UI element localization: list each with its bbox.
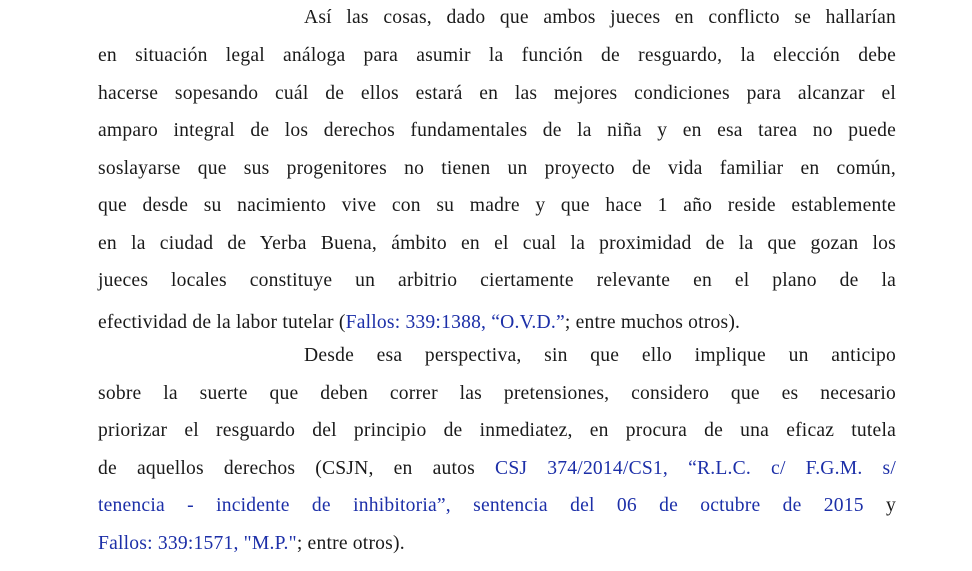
text-run: jueces locales constituye un arbitrio ciertamente relevante en el plano de la [98, 270, 896, 291]
text-run: de aquellos derechos (CSJN, en autos [98, 458, 496, 479]
paragraph-2-line-4 [98, 450, 896, 488]
text-run: en la ciudad de Yerba Buena, ámbito en el cual la proximidad de la que gozan los [98, 233, 896, 254]
text-run: amparo integral de los derechos fundamentales de la niña y en esa tarea no puede [98, 120, 896, 141]
text-run: ; entre otros). [296, 533, 405, 554]
paragraph-2-line-1 [304, 337, 896, 375]
paragraph-2-line-6 [98, 525, 896, 563]
text-run: y [863, 495, 896, 516]
text-run: ; entre muchos otros). [564, 312, 741, 333]
text-run: priorizar el resguardo del principio de inmediatez, en procura de una eficaz tutela [98, 420, 896, 441]
text-run: Así las cosas, dado que ambos jueces en conflicto se hallarían [304, 7, 896, 28]
text-run: hacerse sopesando cuál de ellos estará en las mejores condiciones para alcanzar el [98, 83, 896, 104]
text-run: sobre la suerte que deben correr las pretensiones, considero que es necesario [98, 383, 896, 404]
paragraph-1-line-3 [98, 75, 896, 113]
paragraph-1-line-8 [98, 262, 896, 300]
paragraph-2-line-2 [98, 375, 896, 413]
text-run: efectividad de la labor tutelar ( [98, 312, 346, 333]
text-run: soslayarse que sus progenitores no tienen un proyecto de vida familiar en común, [98, 158, 896, 179]
paragraph-1-line-7 [98, 225, 896, 263]
paragraph-1-line-6 [98, 187, 896, 225]
paragraph-1-line-4 [98, 112, 896, 150]
paragraph-2-line-3 [98, 412, 896, 450]
citation-link-fallos-339-1571[interactable]: Fallos: 339:1571, "M.P." [98, 533, 297, 554]
text-run: que desde su nacimiento vive con su madre y que hace 1 año reside establemente [98, 195, 896, 216]
citation-link-csj-374-2014[interactable]: CSJ 374/2014/CS1, “R.L.C. c/ F.G.M. s/ [495, 458, 896, 479]
text-run: Desde esa perspectiva, sin que ello implique un anticipo [304, 345, 896, 366]
paragraph-1-line-1 [304, 0, 896, 37]
citation-link-csj-374-2014-cont[interactable]: tenencia - incidente de inhibitoria”, sentencia del 06 de octubre de 2015 [98, 495, 864, 516]
citation-link-fallos-339-1388[interactable]: Fallos: 339:1388, “O.V.D.” [345, 312, 565, 333]
paragraph-1-line-2 [98, 37, 896, 75]
paragraph-1-line-5 [98, 150, 896, 188]
text-run: en situación legal análoga para asumir la función de resguardo, la elección debe [98, 45, 896, 66]
paragraph-2-line-5 [98, 487, 896, 525]
